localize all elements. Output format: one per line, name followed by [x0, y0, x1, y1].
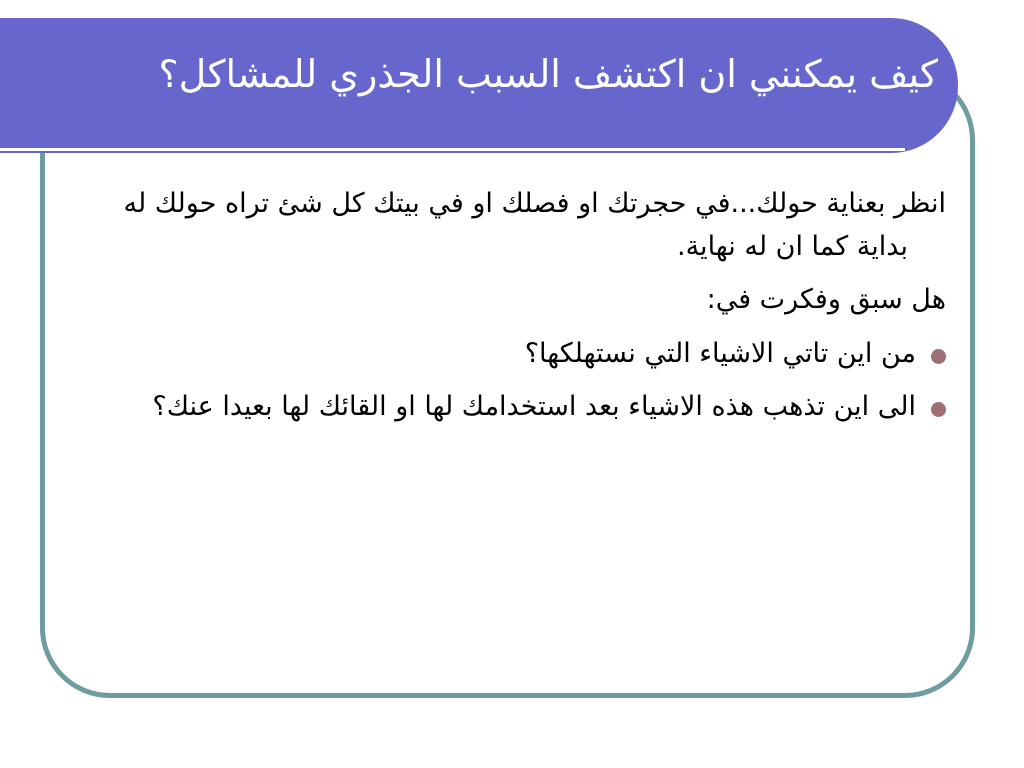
- bullet-dot-icon: [931, 402, 946, 417]
- paragraph-intro: انظر بعناية حولك...في حجرتك او فصلك او في بيتك كل شئ تراه حولك له بداية كما ان له نهاية.: [123, 188, 946, 263]
- slide-body: [86, 182, 946, 438]
- bullet-text: الى اين تذهب هذه الاشياء بعد استخدامك لها او القائك لها بعيدا عنك؟: [152, 390, 916, 422]
- bullet-item: [86, 385, 946, 428]
- bullet-text: من اين تاتي الاشياء التي نستهلكها؟: [524, 337, 916, 369]
- title-bar: [0, 18, 958, 153]
- bullet-item: [86, 332, 946, 375]
- paragraph-question: هل سبق وفكرت في:: [706, 284, 946, 316]
- bullet-dot-icon: [931, 349, 946, 364]
- title-underline: [0, 148, 905, 151]
- slide-title: كيف يمكنني ان اكتشف السبب الجذري للمشاكل؟: [158, 52, 938, 96]
